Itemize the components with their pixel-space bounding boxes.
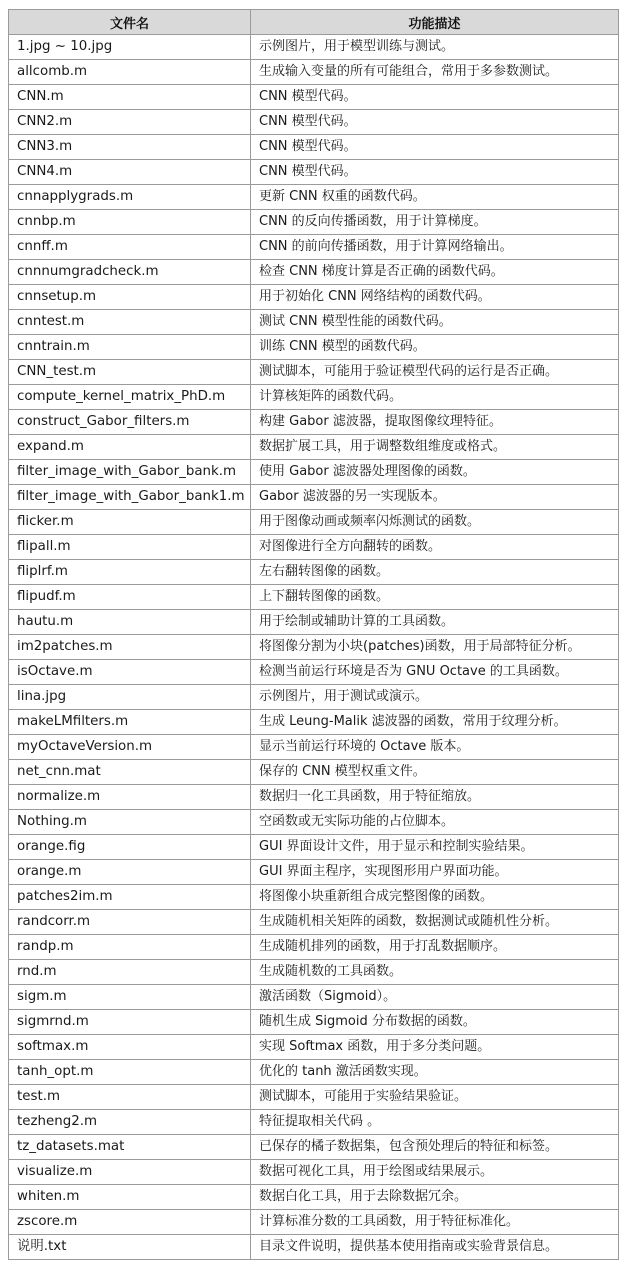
file-description-cell: 空函数或无实际功能的占位脚本。	[251, 810, 619, 835]
file-description-cell: 保存的 CNN 模型权重文件。	[251, 760, 619, 785]
table-row	[9, 685, 619, 710]
table-row	[9, 985, 619, 1010]
table-row	[9, 1035, 619, 1060]
file-name-cell: softmax.m	[9, 1035, 251, 1060]
file-name-cell: allcomb.m	[9, 60, 251, 85]
file-description-cell: 对图像进行全方向翻转的函数。	[251, 535, 619, 560]
table-row	[9, 585, 619, 610]
file-name-cell: CNN3.m	[9, 135, 251, 160]
table-row	[9, 610, 619, 635]
file-name-cell: orange.fig	[9, 835, 251, 860]
file-name-cell: flipall.m	[9, 535, 251, 560]
table-row	[9, 935, 619, 960]
header-filename: 文件名	[9, 10, 251, 35]
file-description-cell: 实现 Softmax 函数，用于多分类问题。	[251, 1035, 619, 1060]
file-description-cell: 更新 CNN 权重的函数代码。	[251, 185, 619, 210]
file-description-cell: 训练 CNN 模型的函数代码。	[251, 335, 619, 360]
file-description-cell: CNN 模型代码。	[251, 160, 619, 185]
file-description-cell: 数据扩展工具，用于调整数组维度或格式。	[251, 435, 619, 460]
document-page	[8, 9, 618, 1260]
file-description-cell: 示例图片，用于模型训练与测试。	[251, 35, 619, 60]
file-description-cell: 生成 Leung-Malik 滤波器的函数，常用于纹理分析。	[251, 710, 619, 735]
table-row	[9, 210, 619, 235]
file-description-cell: 测试脚本，可能用于实验结果验证。	[251, 1085, 619, 1110]
file-description-cell: CNN 的前向传播函数，用于计算网络输出。	[251, 235, 619, 260]
file-name-cell: makeLMfilters.m	[9, 710, 251, 735]
file-name-cell: tezheng2.m	[9, 1110, 251, 1135]
file-description-cell: 生成输入变量的所有可能组合，常用于多参数测试。	[251, 60, 619, 85]
file-description-cell: 随机生成 Sigmoid 分布数据的函数。	[251, 1010, 619, 1035]
table-row	[9, 860, 619, 885]
file-name-cell: cnntrain.m	[9, 335, 251, 360]
file-name-cell: test.m	[9, 1085, 251, 1110]
file-description-cell: 优化的 tanh 激活函数实现。	[251, 1060, 619, 1085]
file-description-cell: 用于绘制或辅助计算的工具函数。	[251, 610, 619, 635]
table-row	[9, 785, 619, 810]
file-name-cell: cnnff.m	[9, 235, 251, 260]
file-description-cell: 使用 Gabor 滤波器处理图像的函数。	[251, 460, 619, 485]
file-name-cell: fliplrf.m	[9, 560, 251, 585]
file-name-cell: CNN2.m	[9, 110, 251, 135]
table-row	[9, 535, 619, 560]
file-name-cell: CNN_test.m	[9, 360, 251, 385]
table-row	[9, 310, 619, 335]
file-name-cell: filter_image_with_Gabor_bank1.m	[9, 485, 251, 510]
table-row	[9, 60, 619, 85]
file-description-cell: 测试脚本，可能用于验证模型代码的运行是否正确。	[251, 360, 619, 385]
file-name-cell: construct_Gabor_filters.m	[9, 410, 251, 435]
file-name-cell: normalize.m	[9, 785, 251, 810]
table-row	[9, 85, 619, 110]
table-row	[9, 810, 619, 835]
table-row	[9, 710, 619, 735]
file-name-cell: visualize.m	[9, 1160, 251, 1185]
table-row	[9, 1210, 619, 1235]
table-row	[9, 660, 619, 685]
table-row	[9, 460, 619, 485]
file-description-cell: 目录文件说明，提供基本使用指南或实验背景信息。	[251, 1235, 619, 1260]
file-description-cell: CNN 模型代码。	[251, 135, 619, 160]
file-name-cell: tanh_opt.m	[9, 1060, 251, 1085]
file-description-cell: 示例图片，用于测试或演示。	[251, 685, 619, 710]
file-name-cell: cnnnumgradcheck.m	[9, 260, 251, 285]
table-row	[9, 1135, 619, 1160]
file-name-cell: whiten.m	[9, 1185, 251, 1210]
header-row	[9, 10, 619, 35]
table-row	[9, 735, 619, 760]
file-name-cell: 1.jpg ~ 10.jpg	[9, 35, 251, 60]
file-name-cell: CNN4.m	[9, 160, 251, 185]
file-description-cell: 将图像小块重新组合成完整图像的函数。	[251, 885, 619, 910]
file-description-cell: 将图像分割为小块(patches)函数，用于局部特征分析。	[251, 635, 619, 660]
table-row	[9, 1185, 619, 1210]
file-name-cell: zscore.m	[9, 1210, 251, 1235]
table-row	[9, 35, 619, 60]
table-row	[9, 360, 619, 385]
file-name-cell: sigm.m	[9, 985, 251, 1010]
file-name-cell: cnnsetup.m	[9, 285, 251, 310]
table-row	[9, 485, 619, 510]
file-name-cell: orange.m	[9, 860, 251, 885]
file-description-cell: 用于初始化 CNN 网络结构的函数代码。	[251, 285, 619, 310]
table-row	[9, 1235, 619, 1260]
file-name-cell: CNN.m	[9, 85, 251, 110]
table-row	[9, 635, 619, 660]
file-description-cell: GUI 界面设计文件，用于显示和控制实验结果。	[251, 835, 619, 860]
file-name-cell: sigmrnd.m	[9, 1010, 251, 1035]
file-name-cell: expand.m	[9, 435, 251, 460]
file-name-cell: flicker.m	[9, 510, 251, 535]
file-name-cell: Nothing.m	[9, 810, 251, 835]
file-description-cell: CNN 模型代码。	[251, 85, 619, 110]
file-name-cell: cnntest.m	[9, 310, 251, 335]
file-description-cell: 上下翻转图像的函数。	[251, 585, 619, 610]
table-row	[9, 135, 619, 160]
file-name-cell: compute_kernel_matrix_PhD.m	[9, 385, 251, 410]
table-row	[9, 1160, 619, 1185]
table-row	[9, 1060, 619, 1085]
file-description-cell: 数据可视化工具，用于绘图或结果展示。	[251, 1160, 619, 1185]
file-name-cell: im2patches.m	[9, 635, 251, 660]
file-description-cell: 数据白化工具，用于去除数据冗余。	[251, 1185, 619, 1210]
table-row	[9, 1085, 619, 1110]
file-description-cell: 数据归一化工具函数，用于特征缩放。	[251, 785, 619, 810]
file-description-cell: 计算标准分数的工具函数，用于特征标准化。	[251, 1210, 619, 1235]
file-name-cell: lina.jpg	[9, 685, 251, 710]
table-row	[9, 185, 619, 210]
file-description-cell: Gabor 滤波器的另一实现版本。	[251, 485, 619, 510]
table-row	[9, 410, 619, 435]
file-description-cell: 激活函数（Sigmoid）。	[251, 985, 619, 1010]
file-description-cell: 用于图像动画或频率闪烁测试的函数。	[251, 510, 619, 535]
file-name-cell: myOctaveVersion.m	[9, 735, 251, 760]
table-row	[9, 835, 619, 860]
file-description-cell: CNN 的反向传播函数，用于计算梯度。	[251, 210, 619, 235]
file-name-cell: cnnbp.m	[9, 210, 251, 235]
file-description-cell: 检测当前运行环境是否为 GNU Octave 的工具函数。	[251, 660, 619, 685]
file-name-cell: isOctave.m	[9, 660, 251, 685]
table-row	[9, 885, 619, 910]
file-description-cell: 生成随机数的工具函数。	[251, 960, 619, 985]
table-row	[9, 385, 619, 410]
file-name-cell: randcorr.m	[9, 910, 251, 935]
table-row	[9, 235, 619, 260]
table-row	[9, 1010, 619, 1035]
table-row	[9, 160, 619, 185]
file-name-cell: flipudf.m	[9, 585, 251, 610]
table-row	[9, 285, 619, 310]
table-header	[9, 10, 619, 35]
file-name-cell: net_cnn.mat	[9, 760, 251, 785]
file-description-cell: CNN 模型代码。	[251, 110, 619, 135]
table-row	[9, 760, 619, 785]
file-name-cell: rnd.m	[9, 960, 251, 985]
file-description-cell: 测试 CNN 模型性能的函数代码。	[251, 310, 619, 335]
table-row	[9, 510, 619, 535]
file-description-cell: 生成随机排列的函数，用于打乱数据顺序。	[251, 935, 619, 960]
table-row	[9, 260, 619, 285]
file-description-cell: GUI 界面主程序，实现图形用户界面功能。	[251, 860, 619, 885]
file-name-cell: randp.m	[9, 935, 251, 960]
file-name-cell: cnnapplygrads.m	[9, 185, 251, 210]
table-row	[9, 910, 619, 935]
table-body	[9, 35, 619, 1260]
table-row	[9, 435, 619, 460]
file-description-cell: 左右翻转图像的函数。	[251, 560, 619, 585]
table-row	[9, 110, 619, 135]
table-row	[9, 960, 619, 985]
file-name-cell: tz_datasets.mat	[9, 1135, 251, 1160]
file-description-cell: 生成随机相关矩阵的函数，数据测试或随机性分析。	[251, 910, 619, 935]
file-name-cell: filter_image_with_Gabor_bank.m	[9, 460, 251, 485]
file-description-cell: 构建 Gabor 滤波器，提取图像纹理特征。	[251, 410, 619, 435]
file-description-cell: 检查 CNN 梯度计算是否正确的函数代码。	[251, 260, 619, 285]
table-row	[9, 335, 619, 360]
file-description-cell: 特征提取相关代码 。	[251, 1110, 619, 1135]
table-row	[9, 560, 619, 585]
table-row	[9, 1110, 619, 1135]
header-description: 功能描述	[251, 10, 619, 35]
file-description-cell: 显示当前运行环境的 Octave 版本。	[251, 735, 619, 760]
file-name-cell: patches2im.m	[9, 885, 251, 910]
file-name-cell: hautu.m	[9, 610, 251, 635]
file-description-table	[8, 9, 619, 1260]
file-description-cell: 计算核矩阵的函数代码。	[251, 385, 619, 410]
file-name-cell: 说明.txt	[9, 1235, 251, 1260]
file-description-cell: 已保存的橘子数据集，包含预处理后的特征和标签。	[251, 1135, 619, 1160]
